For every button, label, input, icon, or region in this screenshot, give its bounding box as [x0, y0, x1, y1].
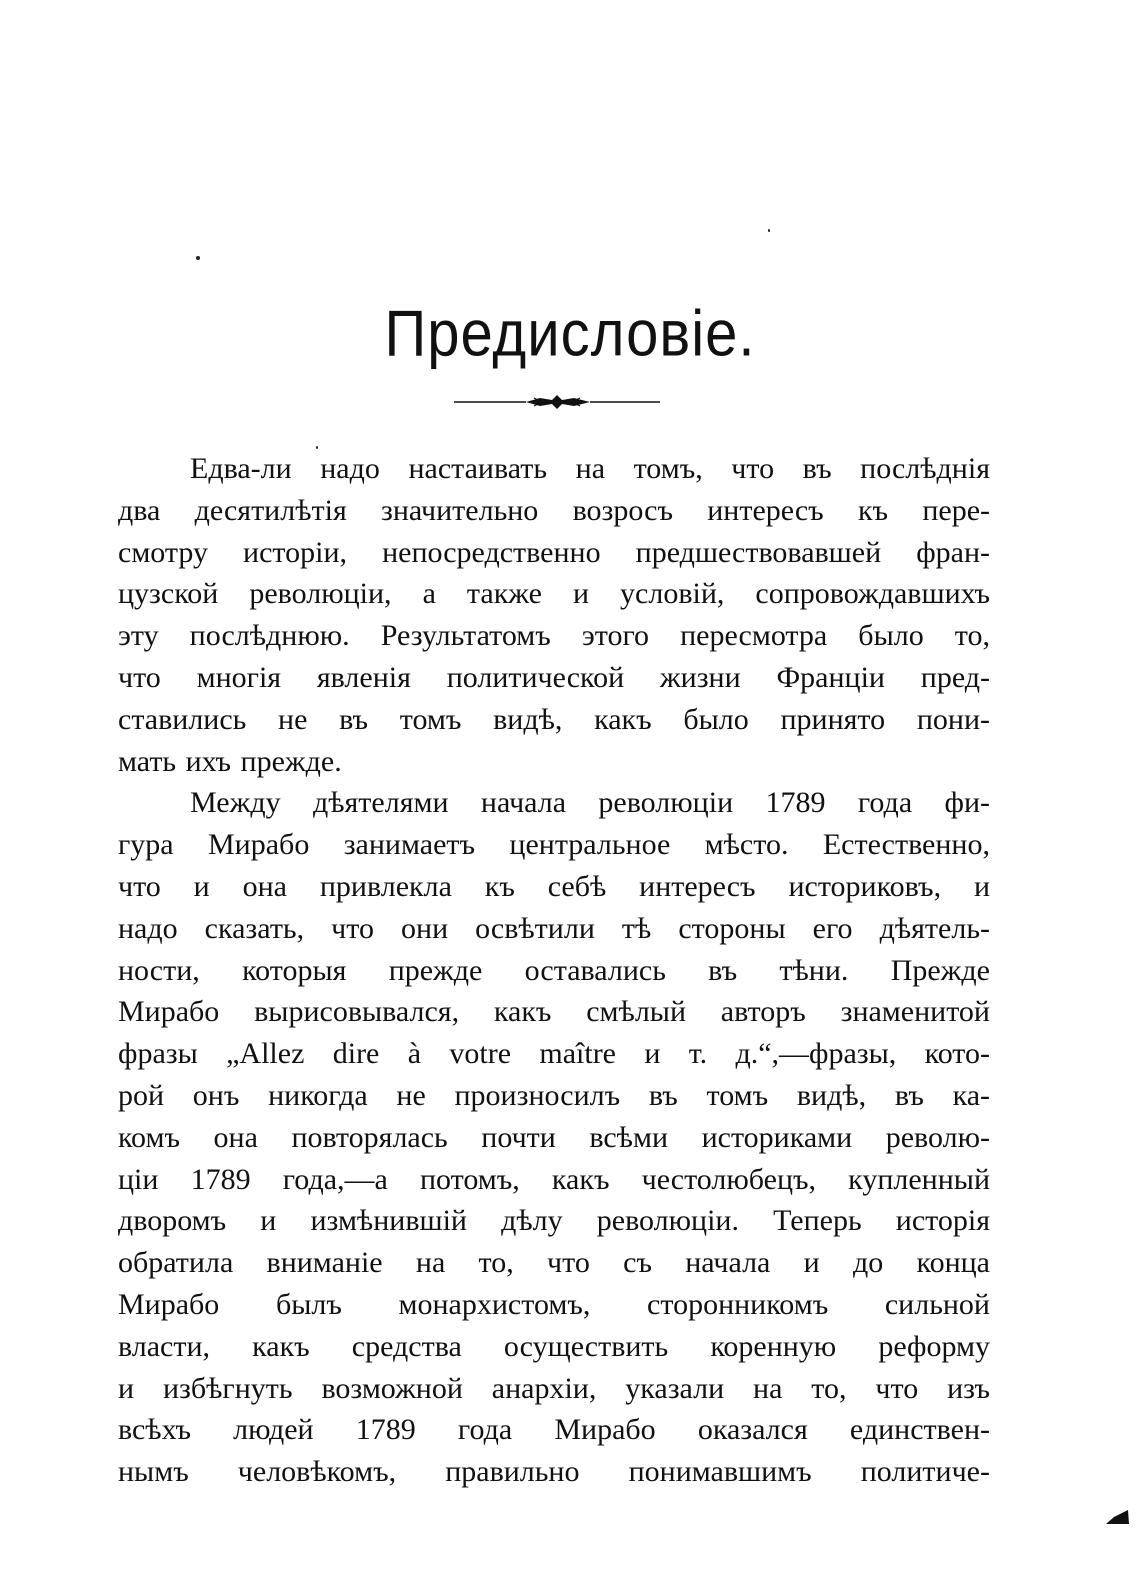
text-line: надо сказать, что они освѣтили тѣ стороны его дѣятель-: [118, 911, 990, 945]
text-line: фразы „Allez dire à votre maître и т. д.“,—фразы, кото-: [118, 1037, 990, 1071]
text-line: что многія явленія политической жизни Франціи пред-: [118, 660, 990, 694]
body-text: [118, 448, 990, 1493]
text-line: что и она привлекла къ себѣ интересъ историковъ, и: [118, 869, 990, 903]
paragraph-2: [118, 782, 990, 1493]
text-line: ности, которыя прежде оставались въ тѣни. Прежде: [118, 953, 990, 987]
text-line: обратила вниманіе на то, что съ начала и до конца: [118, 1246, 990, 1280]
page-title: Предисловіе.: [384, 297, 756, 370]
text-line: всѣхъ людей 1789 года Мирабо оказался единствен-: [118, 1413, 990, 1447]
text-line: эту послѣднюю. Результатомъ этого пересмотра было то,: [118, 619, 990, 653]
text-line: власти, какъ средства осуществить коренную реформу: [118, 1329, 990, 1363]
text-line: и избѣгнуть возможной анархіи, указали на то, что изъ: [118, 1371, 990, 1405]
text-line: Между дѣятелями начала революціи 1789 года фи-: [190, 786, 990, 820]
text-line: ставились не въ томъ видѣ, какъ было принято пони-: [118, 702, 990, 736]
text-line: Едва-ли надо настаивать на томъ, что въ послѣднія: [190, 452, 990, 485]
text-line: Мирабо былъ монархистомъ, сторонникомъ сильной: [118, 1287, 990, 1321]
text-line: Мирабо вырисовывался, какъ смѣлый авторъ знаменитой: [118, 995, 990, 1029]
ink-speck: [768, 229, 770, 232]
ink-speck: [196, 256, 200, 260]
text-line: мать ихъ прежде.: [118, 744, 342, 778]
decorative-rule-icon: [452, 392, 662, 412]
text-line: ціи 1789 года,—а потомъ, какъ честолюбецъ, купленный: [118, 1162, 990, 1196]
text-line: рой онъ никогда не произносилъ въ томъ видѣ, въ ка-: [118, 1078, 990, 1112]
text-line: нымъ человѣкомъ, правильно понимавшимъ политиче-: [118, 1455, 990, 1489]
text-line: комъ она повторялась почти всѣми историками револю-: [118, 1120, 990, 1154]
corner-mark-icon: [1104, 1508, 1130, 1526]
text-line: цузской революціи, а также и условій, сопровождавшихъ: [118, 577, 990, 611]
text-line: гура Мирабо занимаетъ центральное мѣсто. Естественно,: [118, 828, 990, 862]
text-line: смотру исторіи, непосредственно предшествовавшей фран-: [118, 535, 990, 569]
text-line: два десятилѣтія значительно возросъ интересъ къ пере-: [118, 493, 990, 527]
text-line: дворомъ и измѣнившій дѣлу революціи. Теперь исторія: [118, 1204, 990, 1238]
paragraph-1: [118, 448, 990, 782]
